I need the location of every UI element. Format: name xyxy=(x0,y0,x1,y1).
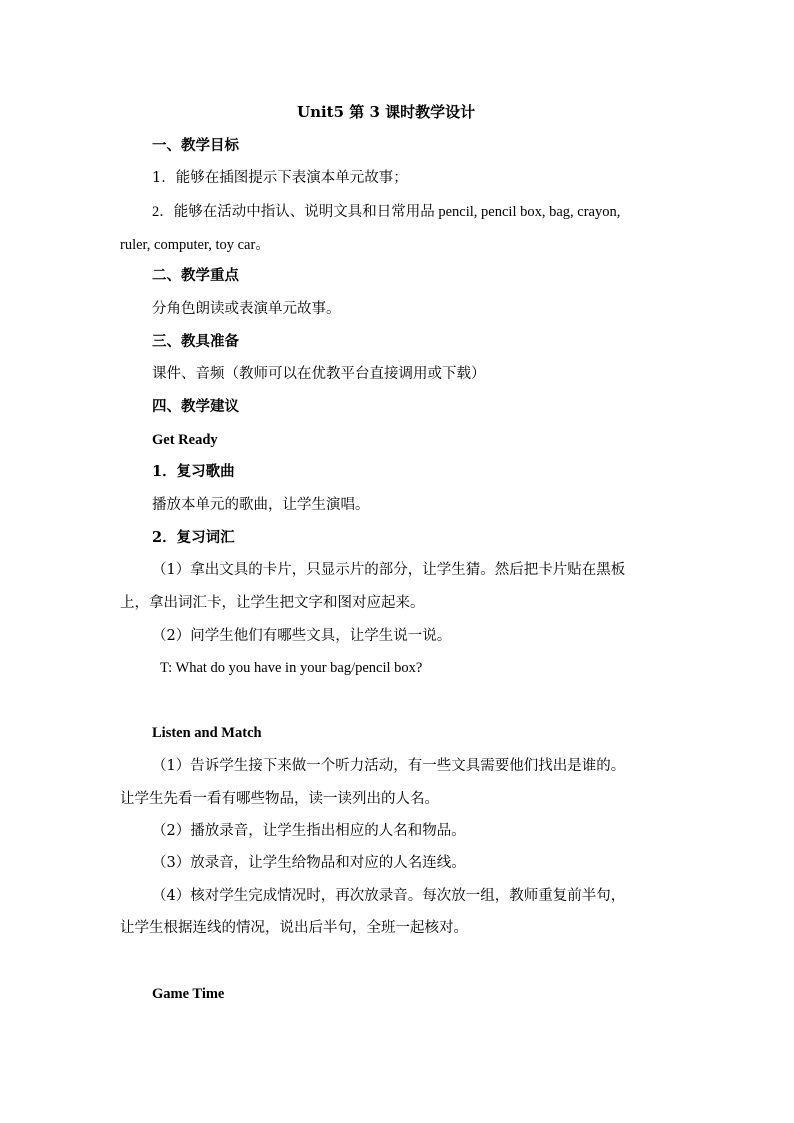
key-points-heading: 二、教学重点 xyxy=(152,267,239,284)
listen-match-step-2: （2）播放录音，让学生指出相应的人名和物品。 xyxy=(152,823,466,839)
key-points-text: 分角色朗读或表演单元故事。 xyxy=(152,301,341,317)
review-song-heading: 1．复习歌曲 xyxy=(152,463,235,480)
listen-match-step-1-line-2: 让学生先看一看有哪些物品，读一读列出的人名。 xyxy=(120,791,439,807)
listen-match-step-3: （3）放录音，让学生给物品和对应的人名连线。 xyxy=(152,855,466,871)
materials-heading: 三、教具准备 xyxy=(152,333,239,350)
listen-match-step-1-line-1: （1）告诉学生接下来做一个听力活动，有一些文具需要他们找出是谁的。 xyxy=(152,758,626,774)
review-song-text: 播放本单元的歌曲，让学生演唱。 xyxy=(152,497,370,513)
goal-item-2-line-1: 2．能够在活动中指认、说明文具和日常用品 pencil, pencil box, bag, crayon, xyxy=(152,204,621,220)
review-vocab-heading: 2．复习词汇 xyxy=(152,529,235,546)
document-title: Unit5 第 3 课时教学设计 xyxy=(297,103,476,121)
vocab-step-1-line-2: 上，拿出词汇卡，让学生把文字和图对应起来。 xyxy=(120,595,425,611)
listen-match-step-4-line-2: 让学生根据连线的情况，说出后半句，全班一起核对。 xyxy=(120,920,468,936)
vocab-dialogue: T: What do you have in your bag/pencil box? xyxy=(160,660,423,676)
materials-text: 课件、音频（教师可以在优教平台直接调用或下载） xyxy=(152,366,486,382)
game-time-heading: Game Time xyxy=(152,986,225,1002)
goals-heading: 一、教学目标 xyxy=(152,137,239,154)
get-ready-heading: Get Ready xyxy=(152,432,218,448)
vocab-step-1-line-1: （1）拿出文具的卡片，只显示片的部分，让学生猜。然后把卡片贴在黑板 xyxy=(152,562,626,578)
listen-match-step-4-line-1: （4）核对学生完成情况时，再次放录音。每次放一组，教师重复前半句， xyxy=(152,888,626,904)
listen-match-heading: Listen and Match xyxy=(152,725,262,741)
suggestions-heading: 四、教学建议 xyxy=(152,398,239,415)
goal-item-1: 1．能够在插图提示下表演本单元故事； xyxy=(152,170,408,186)
vocab-step-2: （2）问学生他们有哪些文具，让学生说一说。 xyxy=(152,628,452,644)
goal-item-2-line-2: ruler, computer, toy car。 xyxy=(120,237,270,253)
